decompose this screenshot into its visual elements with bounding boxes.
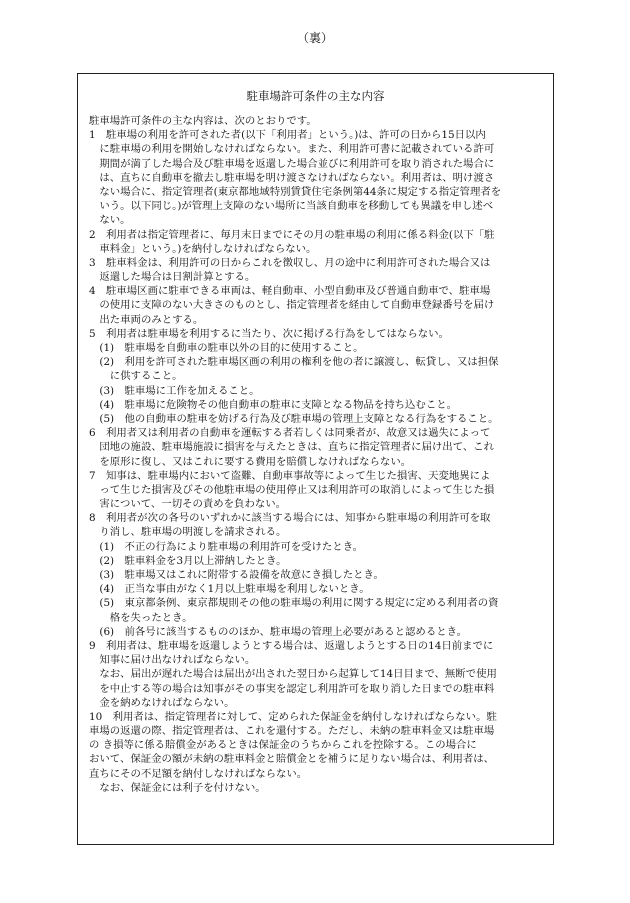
text-line: 知事に届け出なければならない。 — [89, 654, 256, 667]
text-line: 駐車場許可条件の主な内容は、次のとおりです。 — [89, 115, 317, 127]
text-line: (1) 駐車場を自動車の駐車以外の目的に使用すること。 — [89, 342, 364, 354]
text-line: 4 駐車場区画に駐車できる車両は、軽自動車、小型自動車及び普通自動車で、駐車場 — [89, 285, 491, 298]
text-line: 団地の施設、駐車場施設に損害を与えたときは、直ちに指定管理者に届け出て、これ — [89, 441, 495, 454]
text-line: り消し、駐車場の明渡しを請求される。 — [89, 526, 287, 539]
text-line: 7 知事は、駐車場内において盗難、自動車事故等によって生じた損害、天変地異によ — [89, 469, 491, 482]
text-line: 直ちにその不足額を納付しなければならない。 — [89, 767, 308, 780]
text-line: 2 利用者は指定管理者に、毎月末日までにその月の駐車場の利用に係る料金(以下「駐 — [89, 228, 495, 241]
text-line: なお、届出が遅れた場合は届出が出された翌日から起算して14日目まで、無断で使用 — [89, 668, 497, 681]
text-line: 車料金」という。)を納付しなければならない。 — [89, 242, 317, 255]
text-line: 6 利用者又は利用者の自動車を運転する者若しくは同乗者が、故意又は過失によって — [89, 427, 491, 440]
text-line: 格を失ったとき。 — [89, 611, 193, 624]
text-line: 9 利用者は、駐車場を返還しようとする場合は、返還しようとする日の14日前までに — [89, 639, 494, 652]
text-line: (1) 不正の行為により駐車場の利用許可を受けたとき。 — [89, 540, 364, 553]
text-line: 8 利用者が次の各号のいずれかに該当する場合には、知事から駐車場の利用許可を取 — [89, 512, 491, 525]
text-line: (2) 駐車料金を3月以上滞納したとき。 — [89, 554, 287, 567]
text-line: 期間が満了した場合及び駐車場を返還した場合並びに利用許可を取り消された場合に — [89, 157, 495, 170]
text-line: (4) 駐車場に危険物その他自動車の駐車に支障となる物品を持ち込むこと。 — [89, 398, 457, 411]
text-line: は、直ちに自動車を撤去し駐車場を明け渡さなければならない。利用者は、明け渡さ — [89, 171, 495, 184]
text-line: に供すること。 — [89, 370, 183, 383]
text-line: (3) 駐車場に工作を加えること。 — [89, 384, 260, 397]
text-line: ない。 — [89, 214, 131, 227]
text-line: ない場合に、指定管理者(東京都地域特別賃貸住宅条例第44条に規定する指定管理者を — [89, 185, 502, 198]
text-line: 車場の返還の際、指定管理者は、これを還付する。ただし、未納の駐車料金又は駐車場 — [89, 725, 495, 738]
text-line: の き損等に係る賠償金があるときは保証金のうちからこれを控除する。この場合に — [89, 739, 477, 752]
text-line: (5) 他の自動車の駐車を妨げる行為及び駐車場の管理上支障となる行為をすること。 — [89, 412, 499, 425]
text-line: 10 利用者は、指定管理者に対して、定められた保証金を納付しなければならない。駐 — [89, 710, 497, 723]
text-line: を原形に復し、又はこれに要する費用を賠償しなければならない。 — [89, 455, 412, 468]
text-line: なお、保証金には利子を付けない。 — [89, 781, 266, 794]
text-line: の使用に支障のない大きさのものとし、指定管理者を経由して自動車登録番号を届け — [89, 299, 495, 312]
text-line: (6) 前各号に該当するもののほか、駐車場の管理上必要があると認めるとき。 — [89, 625, 467, 638]
text-line: 5 利用者は駐車場を利用するに当たり、次に掲げる行為をしてはならない。 — [89, 327, 449, 340]
text-line: 1 駐車場の利用を許可された者(以下「利用者」という。)は、許可の日から15日以内 — [89, 129, 486, 142]
page-side-label: （裏） — [296, 31, 333, 45]
text-line: 出た車両のみとする。 — [89, 313, 204, 326]
text-line: を中止する等の場合は知事がその事実を認定し利用許可を取り消した日までの駐車料 — [89, 682, 495, 695]
text-line: (4) 正当な事由がなく1月以上駐車場を利用しないとき。 — [89, 583, 370, 596]
text-line: (3) 駐車場又はこれに附帯する設備を故意にき損したとき。 — [89, 569, 384, 581]
text-line: 害について、一切その責めを負わない。 — [89, 498, 287, 511]
text-line: って生じた損害及びその他駐車場の使用停止又は利用許可の取消しによって生じた損 — [89, 483, 495, 496]
text-line: 金を納めなければならない。 — [89, 696, 235, 709]
text-line: おいて、保証金の額が未納の駐車料金と賠償金とを補うに足りない場合は、利用者は、 — [89, 753, 495, 766]
document-title: 駐車場許可条件の主な内容 — [246, 89, 385, 103]
document-frame — [77, 73, 554, 845]
text-line: 返還した場合は日割計算とする。 — [89, 271, 256, 284]
text-line: (5) 東京都条例、東京都規則その他の駐車場の利用に関する規定に定める利用者の資 — [89, 597, 499, 610]
text-line: に駐車場の利用を開始しなければならない。また、利用許可書に記載されている許可 — [89, 143, 495, 156]
text-line: いう。以下同じ。)が管理上支障のない場所に当該自動車を移動しても異議を申し述べ — [89, 200, 494, 213]
document-body — [89, 114, 547, 795]
text-line: (2) 利用を許可された駐車場区画の利用の権利を他の者に譲渡し、転貸し、又は担保 — [89, 356, 499, 369]
text-line: 3 駐車料金は、利用許可の日からこれを徴収し、月の途中に利用許可された場合又は — [89, 256, 491, 269]
